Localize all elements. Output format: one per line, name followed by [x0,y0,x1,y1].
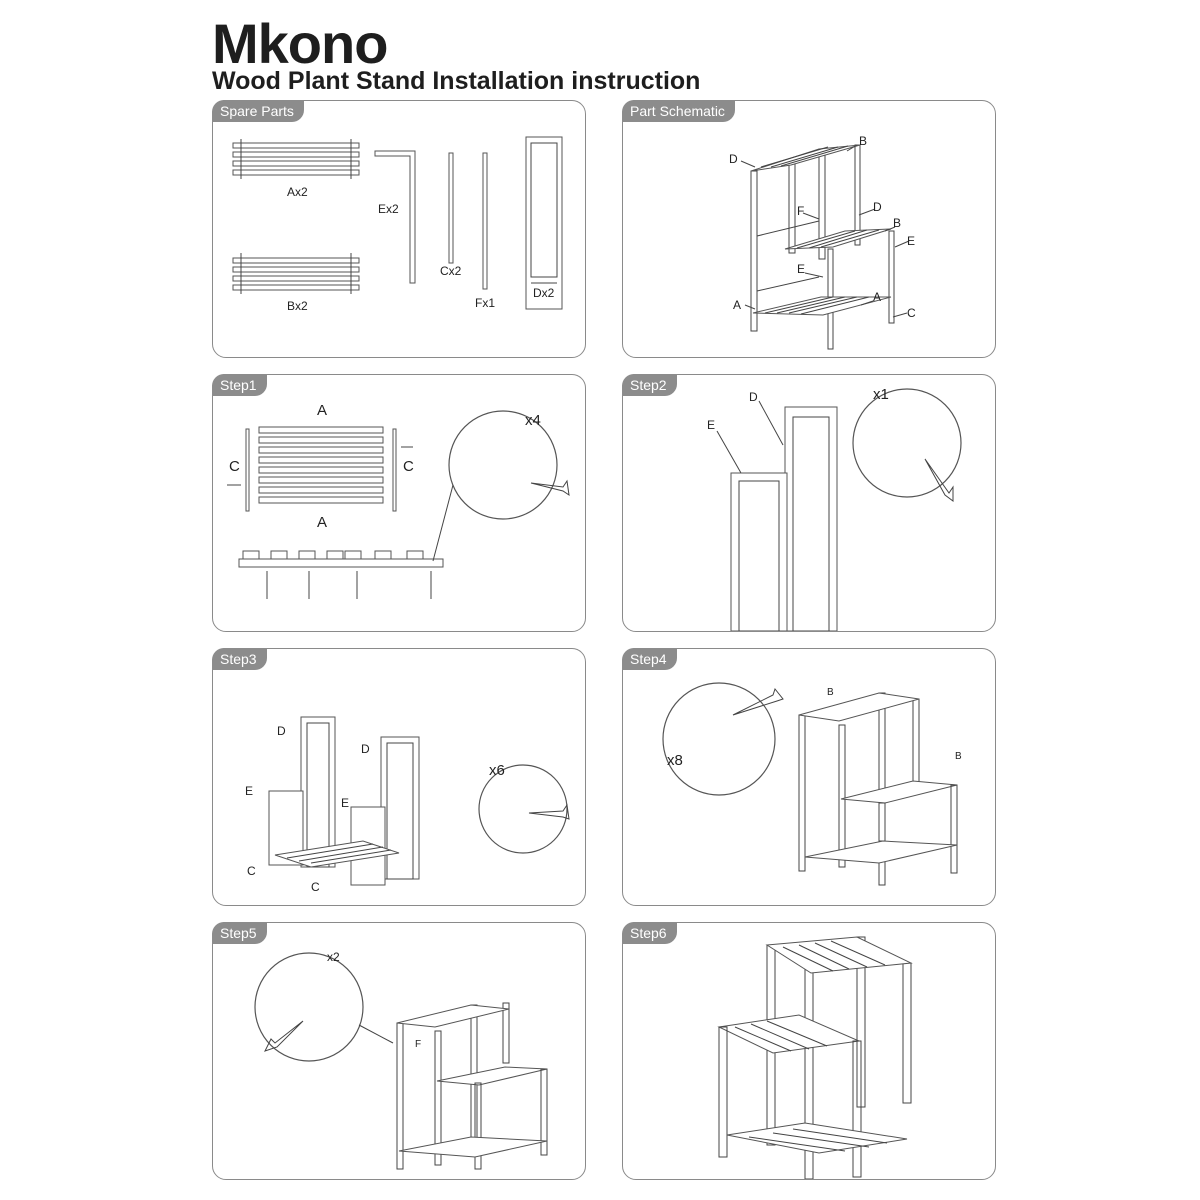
screw-qty-label: x2 [327,950,340,964]
screw-qty-label: x4 [525,412,541,429]
step6-drawing [623,923,995,1179]
panel-tab: Part Schematic [622,100,735,122]
panel-tab: Step6 [622,922,677,944]
assembly-drawing [397,1003,547,1169]
label-b-top: B [827,687,834,698]
panel-tab: Step5 [212,922,267,944]
label-e-right: E [341,796,350,810]
label-e-left: E [245,784,254,798]
part-c-label: Cx2 [440,264,462,278]
magnifier-callout [853,389,961,497]
page-subtitle: Wood Plant Stand Installation instruction [212,67,701,95]
label-b-middle: B [893,216,902,230]
screw-qty-label: x8 [667,752,683,769]
part-f-drawing [483,153,487,289]
part-a-label: Ax2 [287,185,308,199]
label-d-side: D [873,200,882,214]
step5-drawing [213,923,585,1179]
magnifier-callout [255,953,363,1061]
label-f: F [415,1039,422,1050]
label-e-right: E [907,234,916,248]
part-f-label: Fx1 [475,296,496,310]
part-b-label: Bx2 [287,299,308,313]
label-a-bottom: A [317,514,328,531]
slat-shelf-drawing [246,427,396,511]
label-b-top: B [859,134,868,148]
part-e-drawing [375,151,415,283]
label-c-right: C [311,880,320,894]
label-d: D [749,390,758,404]
step3-drawing [213,649,585,905]
panel-step1 [212,374,586,632]
part-e-label: Ex2 [378,202,399,216]
magnifier-callout [663,683,775,795]
panel-spare-parts [212,100,586,358]
label-d-right: D [361,742,370,756]
panel-step4 [622,648,996,906]
label-e-left: E [797,262,806,276]
panel-tab: Step2 [622,374,677,396]
finished-stand-drawing [719,937,911,1179]
part-c-drawing [449,153,453,263]
part-b-drawing [233,253,359,294]
panel-step2 [622,374,996,632]
frame-e-drawing [731,473,787,631]
panel-tab: Step1 [212,374,267,396]
panel-tab: Step3 [212,648,267,670]
label-d-top: D [729,152,738,166]
step4-drawing [623,649,995,905]
screw-qty-label: x1 [873,386,889,403]
label-c-right: C [403,458,414,475]
brand-title: Mkono [212,12,388,75]
label-c-left: C [229,458,240,475]
frame-d-drawing [785,407,837,631]
part-d-label: Dx2 [533,286,555,300]
label-a-right: A [873,290,882,304]
label-a-left: A [733,298,742,312]
schematic-drawing [623,101,995,357]
panel-tab: Spare Parts [212,100,304,122]
plant-stand-drawing [751,145,894,349]
label-d-left: D [277,724,286,738]
side-rail-drawing [239,551,443,599]
label-e: E [707,418,716,432]
label-f: F [797,204,805,218]
panel-step6 [622,922,996,1180]
panel-step5 [212,922,586,1180]
step2-drawing [623,375,995,631]
label-a-top: A [317,402,328,419]
spare-parts-drawing [213,101,585,357]
label-c: C [907,306,916,320]
part-a-drawing [233,139,359,179]
assembly-drawing [799,693,957,885]
step1-drawing [213,375,585,631]
part-d-drawing [526,137,562,309]
panel-part-schematic [622,100,996,358]
screw-qty-label: x6 [489,762,505,779]
panel-tab: Step4 [622,648,677,670]
label-c-left: C [247,864,256,878]
panel-step3 [212,648,586,906]
label-b-middle: B [955,751,962,762]
